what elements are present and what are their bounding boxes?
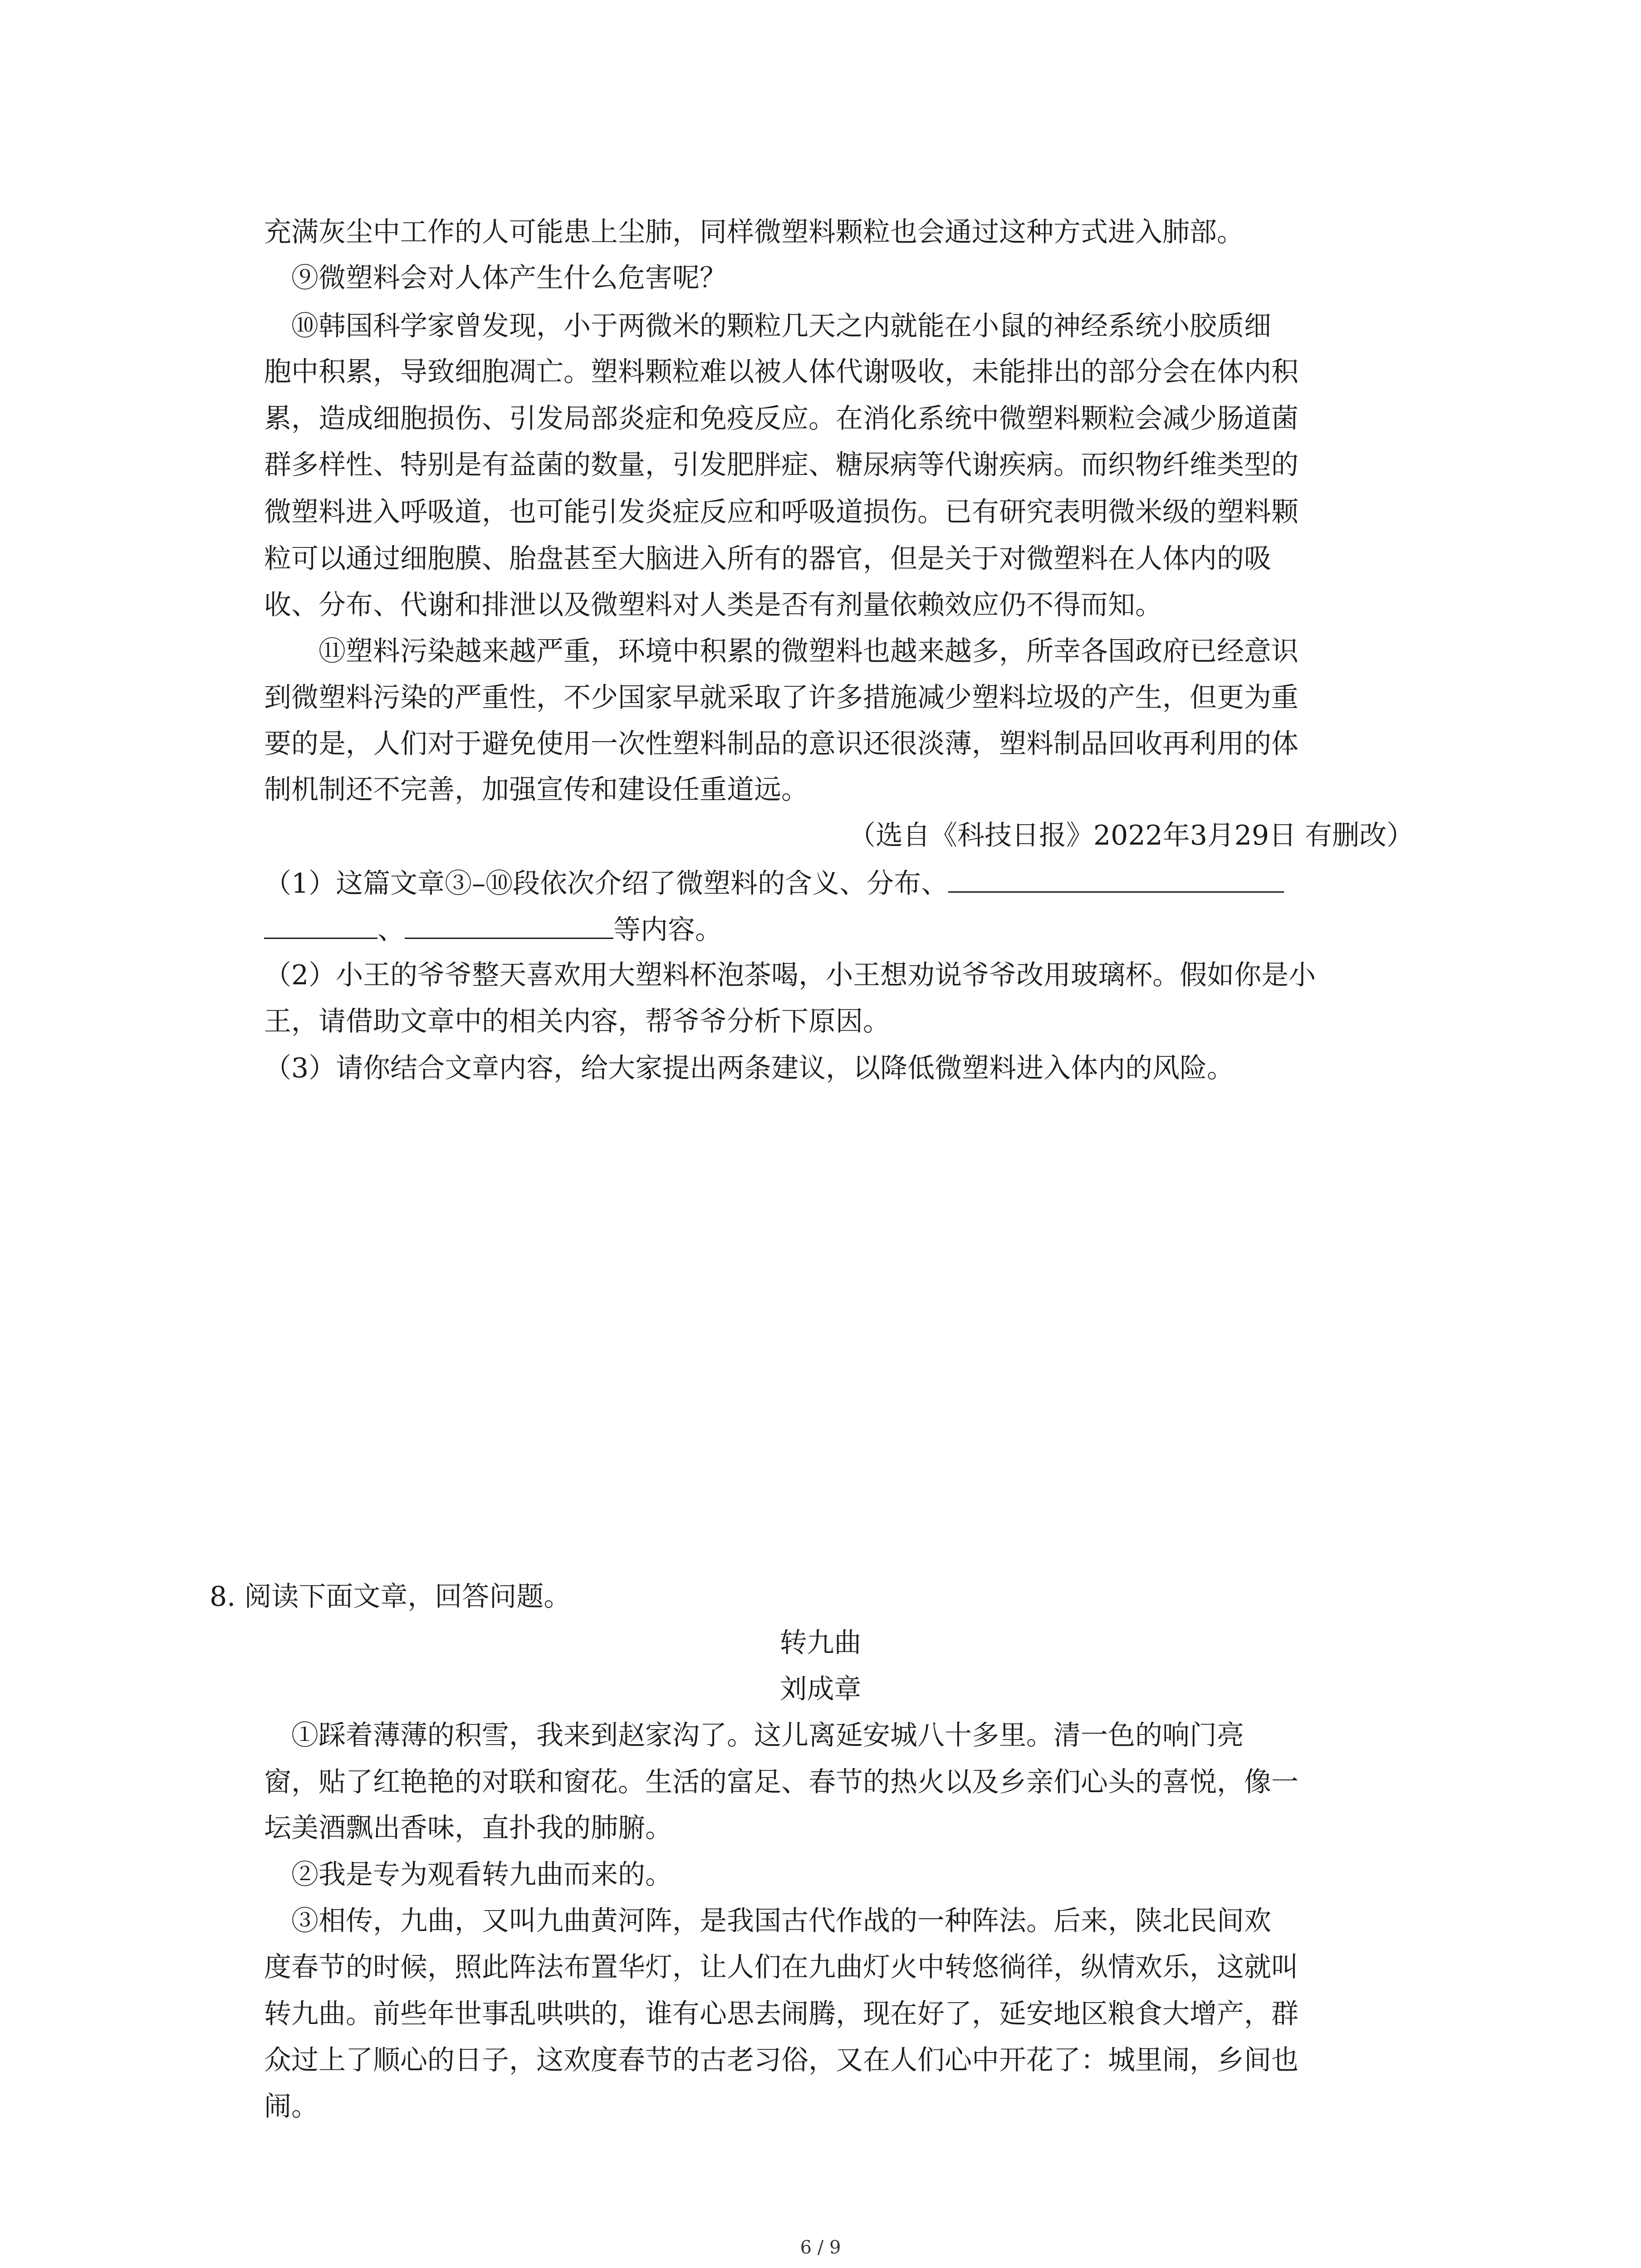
article-line: ①踩着薄薄的积雪，我来到赵家沟了。这儿离延安城八十多里。清一色的响门亮	[291, 1720, 1244, 1751]
article-author: 刘成章	[779, 1673, 862, 1705]
article-line: 闹。	[264, 2091, 318, 2122]
article-title: 转九曲	[779, 1627, 862, 1659]
article-line: ③相传，九曲，又叫九曲黄河阵，是我国古代作战的一种阵法。后来，陕北民间欢	[291, 1905, 1271, 1937]
answer-blank-1[interactable]	[948, 864, 1284, 893]
question-2-line-2: 王，请借助文章中的相关内容，帮爷爷分析下原因。	[264, 1006, 890, 1037]
passage-line: ⑪塑料污染越来越严重，环境中积累的微塑料也越来越多，所幸各国政府已经意识	[318, 635, 1298, 667]
question-1-text: （1）这篇文章③–⑩段依次介绍了微塑料的含义、分布、	[264, 868, 949, 899]
passage-line: 到微塑料污染的严重性，不少国家早就采取了许多措施减少塑料垃圾的产生，但更为重	[264, 682, 1298, 714]
article-line: ②我是专为观看转九曲而来的。	[291, 1859, 672, 1891]
passage-line: ⑩韩国科学家曾发现，小于两微米的颗粒几天之内就能在小鼠的神经系统小胶质细	[291, 310, 1271, 342]
article-line: 众过上了顺心的日子，这欢度春节的古老习俗，又在人们心中开花了：城里闹，乡间也	[264, 2044, 1298, 2076]
passage-line: ⑨微塑料会对人体产生什么危害呢？	[291, 262, 727, 294]
article-line: 度春节的时候，照此阵法布置华灯，让人们在九曲灯火中转悠徜徉，纵情欢乐，这就叫	[264, 1951, 1298, 1983]
passage-line: 胞中积累，导致细胞凋亡。塑料颗粒难以被人体代谢吸收，未能排出的部分会在体内积	[264, 356, 1298, 388]
question-1-ending: 等内容。	[613, 914, 722, 946]
article-line: 转九曲。前些年世事乱哄哄的，谁有心思去闹腾，现在好了，延安地区粮食大增产，群	[264, 1998, 1298, 2030]
article-line: 窗，贴了红艳艳的对联和窗花。生活的富足、春节的热火以及乡亲们心头的喜悦，像一	[264, 1766, 1298, 1798]
question-1	[264, 864, 1284, 900]
passage-line: 微塑料进入呼吸道，也可能引发炎症反应和呼吸道损伤。已有研究表明微米级的塑料颗	[264, 496, 1298, 528]
passage-source: （选自《科技日报》2022年3月29日 有删改）	[848, 820, 1414, 851]
question-3: （3）请你结合文章内容，给大家提出两条建议，以降低微塑料进入体内的风险。	[264, 1052, 1234, 1084]
question-1-separator: 、	[377, 914, 405, 946]
passage-line: 充满灰尘中工作的人可能患上尘肺，同样微塑料颗粒也会通过这种方式进入肺部。	[264, 216, 1244, 248]
question-1-continued	[264, 910, 722, 947]
article-line: 坛美酒飘出香味，直扑我的肺腑。	[264, 1812, 672, 1844]
answer-blank-2[interactable]	[264, 910, 377, 939]
section-8-heading: 8. 阅读下面文章，回答问题。	[210, 1581, 571, 1613]
passage-line: 累，造成细胞损伤、引发局部炎症和免疫反应。在消化系统中微塑料颗粒会减少肠道菌	[264, 403, 1298, 435]
page-number: 6 / 9	[800, 2237, 841, 2258]
passage-line: 制机制还不完善，加强宣传和建设任重道远。	[264, 774, 808, 806]
question-2-line-1: （2）小王的爷爷整天喜欢用大塑料杯泡茶喝，小王想劝说爷爷改用玻璃杯。假如你是小	[264, 959, 1316, 991]
answer-blank-3[interactable]	[405, 910, 613, 939]
passage-line: 要的是，人们对于避免使用一次性塑料制品的意识还很淡薄，塑料制品回收再利用的体	[264, 728, 1298, 760]
passage-line: 群多样性、特别是有益菌的数量，引发肥胖症、糖尿病等代谢疾病。而织物纤维类型的	[264, 449, 1298, 481]
passage-line: 收、分布、代谢和排泄以及微塑料对人类是否有剂量依赖效应仍不得而知。	[264, 589, 1162, 621]
passage-line: 粒可以通过细胞膜、胎盘甚至大脑进入所有的器官，但是关于对微塑料在人体内的吸	[264, 543, 1271, 575]
